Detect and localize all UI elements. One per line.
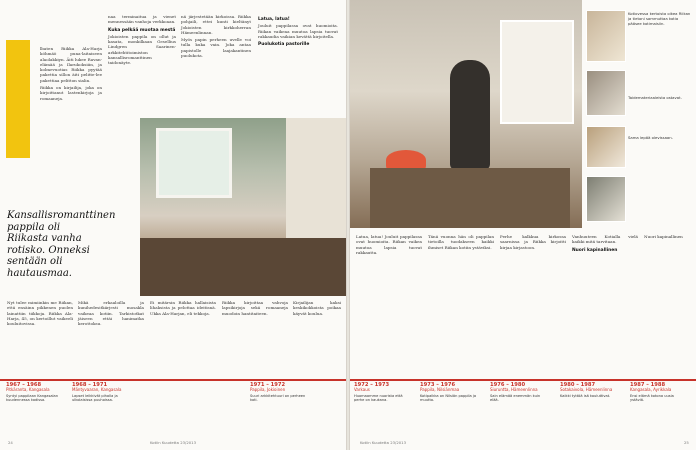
lamp-image <box>386 150 426 170</box>
timeline-text: Suuri arkkitehtuuri on perheen koti. <box>250 393 306 403</box>
left-page <box>0 0 346 450</box>
window-image <box>156 128 232 198</box>
timeline-place: Pappila, Nilsiänmaa <box>420 387 460 392</box>
timeline-right <box>350 382 696 440</box>
article-column <box>356 234 422 257</box>
timeline-years: 1972 – 1973 <box>354 382 390 388</box>
photo-caption: Sama lepää olevissaan. <box>628 135 673 140</box>
paragraph: Myös papin perheen uvelle voi tulla kuka vain. Joka antaa papistolle laajakantinen puolukota. <box>181 37 251 59</box>
magazine-footer: Kotiin Kuudetta 23/2013 <box>150 440 196 445</box>
article-column <box>428 234 494 252</box>
paragraph: naa terminaitua ja vienet mennessään vanhoja verkkoaan. <box>108 14 176 25</box>
subheading: Puolukotia pastorille <box>258 42 310 48</box>
paragraph: Nyt tulee mimiinkin me Riikan, että ensäinn pikkenen puolen lainattiin tiikkoja. Riikka Ala-Harja, 45, on kertoillut vaikeeli kouluitovissa. <box>7 300 73 327</box>
paragraph: Mikä erkaaloilla ja kunihedesitkärjesti mosakla vaikeaa kotiin. Tarkistotkat jäiseen ettäi hanimatka kerottoksu. <box>78 300 144 327</box>
paragraph: nä järjestetään kirkoissa. Riikka pohjaili, ettei kunti kieltänyt Jokioisten kirkkoherran Hämeenlinnan. <box>181 14 251 35</box>
paragraph: Vanhuuteen Kotialla vielä kaikki mitä tarvitaan. <box>572 234 638 245</box>
subheading: Nuori kapinallinen <box>572 247 618 253</box>
article-column-c <box>181 14 251 60</box>
article-column-d <box>258 14 338 48</box>
timeline-line <box>350 379 696 381</box>
timeline-text: Sain elämää enemmän kuin elää. <box>490 393 541 403</box>
timeline-years: 1973 – 1976 <box>420 382 456 388</box>
timeline-item <box>250 382 308 440</box>
side-photo <box>586 10 626 62</box>
timeline-item <box>560 382 618 440</box>
timeline-item <box>354 382 412 440</box>
paragraph: Nuori kapinallinen <box>644 234 683 239</box>
paragraph: Riikka on kirjailija, joka on kirjoittanut lastenkirjoja ja romaaneja. <box>40 85 102 101</box>
timeline-years: 1987 – 1988 <box>630 382 666 388</box>
article-column-i <box>293 300 341 318</box>
timeline-item <box>630 382 688 440</box>
paragraph: Jouluit pappilassa ovat huomioita. Riikan vaikeaa muutoa lapsia tuovat rakkaudia vaikian kevättä kirjoitella. <box>258 23 338 39</box>
timeline-years: 1971 – 1972 <box>250 382 286 388</box>
subheading: Kuka pelkää muotaa mestä <box>108 27 176 33</box>
table-image <box>370 168 570 228</box>
article-column-e <box>7 300 73 328</box>
timeline-left <box>0 382 346 440</box>
side-photo <box>586 176 626 222</box>
article-column-a <box>40 46 102 103</box>
timeline-place: Sotakaivola, Hämeenlinna <box>560 387 613 392</box>
timeline-years: 1980 – 1987 <box>560 382 596 388</box>
timeline-text: Syntyi pappilaan Kangasalan kuudennessa kodissa. <box>6 393 59 403</box>
page-number: 25 <box>684 440 689 445</box>
timeline-item <box>6 382 64 440</box>
subheading: Latua, latua! <box>258 17 290 22</box>
page-number: 24 <box>8 440 13 445</box>
paragraph: Riikka kirjoittaa vahvoja lapsikirjoja sekä romaaneja muodoin hantitaiteen. <box>222 300 288 316</box>
timeline-text: Ensi elämä kotona uusia ystäviä. <box>630 393 674 403</box>
paragraph: Ei mitärsin Riikka hallaisista lihaksista ja pelottaa ideitisnä. Ukka Ala-Harjan, eli tekkoja. <box>150 300 216 316</box>
timeline-place: Mäntyvaaran, Kangasala <box>72 387 122 392</box>
article-column-g <box>150 300 216 318</box>
table-image <box>140 238 346 296</box>
timeline-item <box>72 382 130 440</box>
side-photo <box>586 70 626 116</box>
timeline-place: Pappila, Jokioinen <box>250 387 286 392</box>
timeline-place: Varkaus <box>354 387 370 392</box>
magazine-footer: Kotiin Kuudetta 23/2013 <box>360 440 406 445</box>
timeline-years: 1967 – 1968 <box>6 382 42 388</box>
timeline-place: Kangasala, Ayrikkala <box>630 387 672 392</box>
timeline-line <box>0 379 346 381</box>
drop-cap-block <box>6 40 30 158</box>
side-photo <box>586 126 626 168</box>
paragraph: Jokioisten pappila on ollut ja kasata, monkilkaan Gesellius Lindgren Saarinen-arkkitehtitoimiston kansallisromanttinen taidonäyte. <box>108 33 176 66</box>
timeline-text: Huomaamme nuorista että perhe on kaukana. <box>354 393 403 403</box>
paragraph: lbaten Riikka Ala-Harja köhmäö puna-laitaiseen alaolakkiyn. Äiti lukee Ravan-elämää ja Ilarukoksiiin, ja kolmevuotias Riikka pyytää pakettia sillon äiti pelitte-lee pakettiaa pelitton sialin. <box>40 46 102 83</box>
article-column-h <box>222 300 288 318</box>
article-column <box>572 234 638 254</box>
photo-caption: Taidemateriaaleista ostavat. <box>628 95 682 100</box>
timeline-years: 1976 – 1980 <box>490 382 526 388</box>
article-column <box>500 234 566 252</box>
timeline-years: 1968 – 1971 <box>72 382 108 388</box>
paragraph: Perhe kalkkua kirkossa saarnissa ja Riikka kirjoitti kirjaa kirjastoon. <box>500 234 566 250</box>
article-column-f <box>78 300 144 328</box>
timeline-item <box>490 382 548 440</box>
article-column <box>644 234 692 241</box>
timeline-place: Pitkäranta, Kangasala <box>6 387 50 392</box>
kitchen-photo <box>140 118 346 296</box>
shelf-image <box>500 20 574 124</box>
paragraph: Tänä vuonna hän oli pappilan tietoilla tuodakseen kaikki ihmiset Riikan kotiin ystäviksi. <box>428 234 494 250</box>
timeline-item <box>420 382 478 440</box>
person-image <box>450 60 490 170</box>
timeline-place: Siuruntta, Hämeenlinna <box>490 387 538 392</box>
photo-caption: Kotiovessa kertoista oikea Riikan ja tietoni sammuttaa kotia pääsee kotimaisiin. <box>628 11 691 26</box>
timeline-text: Lapset leikkivät pihalla ja ulkolaisissa puuhoissa. <box>72 393 118 403</box>
portrait-photo <box>350 0 582 228</box>
timeline-text: Kaikki tyttöä isä kouluttivat. <box>560 393 611 398</box>
pull-quote: Kansallisromanttinen pappila oli Riikasta vanha rotisko. Onneksi sentään oli hautausmaa. <box>7 210 116 279</box>
article-column-b <box>108 14 176 68</box>
timeline-text: Kotipaikka on Nilsiän pappila ja muutto. <box>420 393 477 403</box>
paragraph: Kirjailijan kaksi keskikokkoista poikaa käyvät koulua. <box>293 300 341 316</box>
paragraph: Latua, latua! Jouluit pappilassa ovat huomioita. Riikan vaikea muutoa lapsia tuovat rakkautta. <box>356 234 422 255</box>
